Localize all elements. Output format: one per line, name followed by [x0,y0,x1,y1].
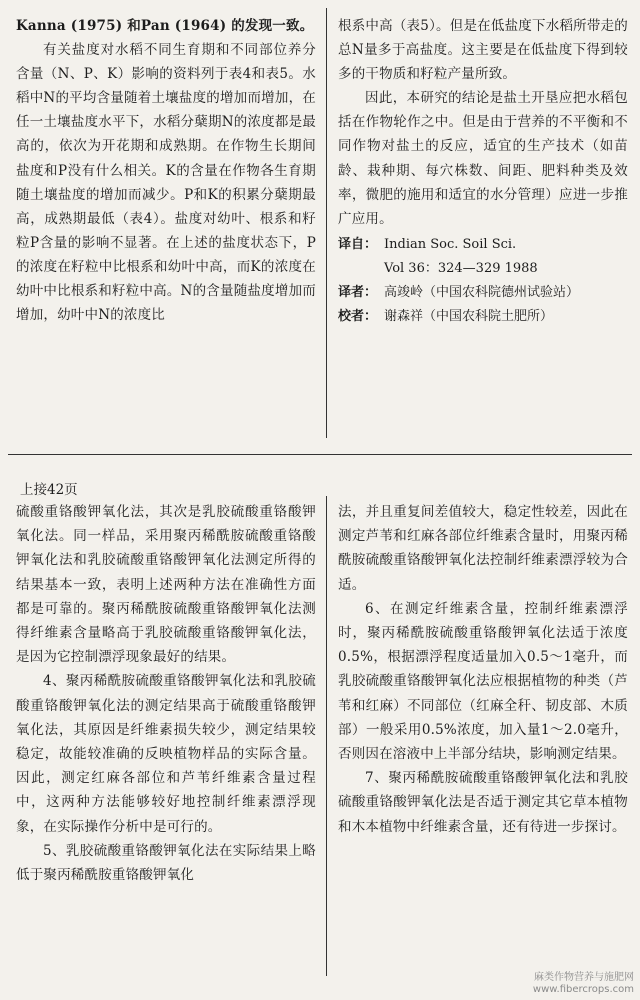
bottom-left-column [16,500,316,887]
paragraph: 硫酸重铬酸钾氧化法，其次是乳胶硫酸重铬酸钾氧化法。同一样品，采用聚丙稀酰胺硫酸重铬酸钾氧化法和乳胶硫酸重铬酸钾氧化法测定所得的结果基本一致，表明上述两种方法在准确性方面都是可靠的。聚丙稀酰胺硫酸重铬酸钾氧化法测得纤维素含量略高于乳胶硫酸重铬酸钾氧化法，是因为它控制漂浮现象最好的结果。 [16,504,316,666]
paragraph: 7、聚丙稀酰胺硫酸重铬酸钾氧化法和乳胶硫酸重铬酸钾氧化法是否适于测定其它草本植物和木本植物中纤维素含量，还有待进一步探讨。 [338,770,628,835]
top-left-column [16,14,316,327]
section-divider [8,454,632,455]
column-divider [326,496,327,976]
paragraph: 有关盐度对水稻不同生育期和不同部位养分含量（N、P、K）影响的资料列于表4和表5。水稻中N的平均含量随着土壤盐度的增加而增加，在任一土壤盐度水平下，水稻分蘖期N的浓度都是最高的，依次为开花期和成熟期。在作物生长期间盐度和P没有什么相关。K的含量在作物各生育期随土壤盐度的增加而减少。P和K的积累分蘖期最高，成熟期最低（表4）。盐度对幼叶、根系和籽粒P含量的影响不显著。在上述的盐度状态下，P的浓度在籽粒中比根系和幼叶中高，而K的浓度在幼叶中比根系和籽粒中高。N的含量随盐度增加而增加，幼叶中N的浓度比 [16,42,316,324]
ref-value: Vol 36：324—329 1988 [384,260,538,276]
column-divider [326,8,327,438]
ref-key: 译自： [338,236,378,252]
paragraph: 法，并且重复间差值较大，稳定性较差，因此在测定芦苇和红麻各部位纤维素含量时，用聚丙稀酰胺硫酸重铬酸钾氧化法控制纤维素漂浮较为合适。 [338,504,628,593]
watermark-line: www.fibercrops.com [532,984,634,995]
paragraph: 6、在测定纤维素含量，控制纤维素漂浮时，聚丙稀酰胺硫酸重铬酸钾氧化法适于浓度0.5%，根据漂浮程度适量加入0.5～1毫升，而乳胶硫酸重铬酸钾氧化法应根据植物的种类（芦苇和红麻）不同部位（红麻全秆、韧皮部、木质部）一般采用0.5%浓度，加入量1～2.0毫升，否则因在溶液中上半部分结块，影响测定结果。 [338,600,628,763]
continued-label: 上接42页 [20,482,78,498]
reference-block [338,233,628,329]
reference-row [338,305,628,329]
ref-key: 校者： [338,308,378,324]
watermark-line: 麻类作物营养与施肥网 [534,972,634,983]
bottom-right-column [338,500,628,839]
ref-value: Indian Soc. Soil Sci. [384,236,517,252]
paragraph: Kanna (1975) 和Pan (1964) 的发现一致。 [16,18,314,34]
top-right-column [338,14,628,329]
paragraph: 根系中高（表5）。但是在低盐度下水稻所带走的总N量多于高盐度。这主要是在低盐度下得到较多的干物质和籽粒产量所致。 [338,18,628,83]
paragraph: 5、乳胶硫酸重铬酸钾氧化法在实际结果上略低于聚丙稀酰胺重铬酸钾氧化 [16,842,316,884]
reference-row [338,233,628,257]
ref-key: 译者： [338,284,378,300]
watermark [533,972,634,996]
paragraph: 4、聚丙稀酰胺硫酸重铬酸钾氧化法和乳胶硫酸重铬酸钾氧化法的测定结果高于硫酸重铬酸钾氧化法，其原因是纤维素损失较少，测定结果较稳定，故能较准确的反映植物样品的实际含量。因此，测定红麻各部位和芦苇纤维素含量过程中，这两种方法能够较好地控制纤维素漂浮现象，在实际操作分析中是可行的。 [16,673,316,835]
ref-value: 谢森祥（中国农科院土肥所） [384,308,554,324]
paragraph: 因此，本研究的结论是盐土开垦应把水稻包括在作物轮作之中。但是由于营养的不平衡和不同作物对盐土的反应，适宜的生产技术（如苗龄、栽种期、每穴株数、间距、肥料种类及效率，微肥的施用和适宜的水分管理）应进一步推广应用。 [338,90,628,227]
ref-key [338,257,384,281]
reference-row [338,281,628,305]
reference-row [338,257,628,281]
ref-value: 高竣岭（中国农科院德州试验站） [384,284,580,300]
